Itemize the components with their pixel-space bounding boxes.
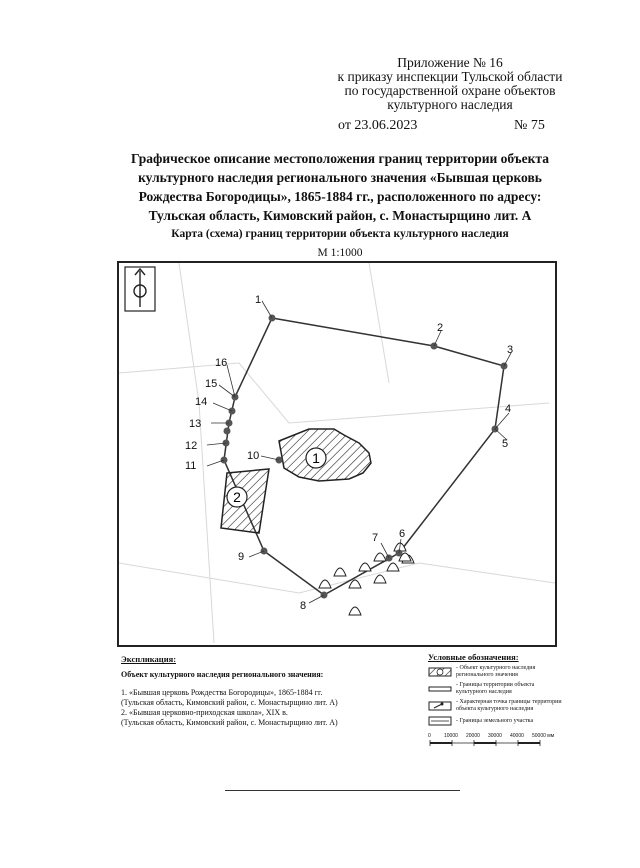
- hatched-object-icon: [428, 667, 452, 677]
- point-label: 2: [437, 322, 444, 334]
- order-date: от 23.06.2023: [338, 118, 418, 133]
- legend-text: - Характерная точка границы территории объекта культурного наследия: [456, 699, 562, 712]
- explication-header: Экспликация:: [121, 654, 177, 664]
- point-label: 16: [215, 357, 228, 369]
- bottom-rule: [225, 790, 460, 791]
- explication-item: (Тульская область, Кимовский район, с. Монастырщино лит. А): [121, 718, 338, 727]
- legend-text: - Объект культурного наследия регионального значения: [456, 665, 536, 678]
- point-label: 13: [189, 418, 202, 430]
- object-number: 1: [312, 450, 320, 466]
- boundary-map: [117, 261, 557, 647]
- scale-tick: 10000: [444, 733, 458, 739]
- legend-item: [428, 716, 563, 726]
- legend-header: Условные обозначения:: [428, 652, 519, 662]
- point-label: 3: [507, 344, 514, 356]
- explication-item: (Тульская область, Кимовский район, с. Монастырщино лит. А): [121, 698, 338, 707]
- north-arrow-icon: [125, 267, 155, 311]
- scale-tick: 0: [428, 733, 431, 739]
- point-label: 8: [300, 600, 307, 612]
- appendix-line: к приказу инспекции Тульской области: [337, 69, 563, 84]
- appendix-block: [300, 56, 600, 112]
- explication-block: [121, 654, 401, 728]
- object-marker-2: [227, 487, 247, 507]
- object-number: 2: [233, 489, 241, 505]
- legend-item: [428, 699, 563, 713]
- point-label: 1: [255, 294, 262, 306]
- explication-subtitle: Объект культурного наследия регионального значения:: [121, 670, 324, 679]
- title-line: Графическое описание местоположения границ территории объекта: [131, 151, 549, 166]
- title-line: Тульская область, Кимовский район, с. Монастырщино лит. А: [148, 208, 532, 223]
- point-label: 12: [185, 440, 198, 452]
- order-number: № 75: [514, 118, 545, 133]
- scale-tick: 40000: [510, 733, 524, 739]
- legend-item: [428, 682, 563, 696]
- appendix-line: культурного наследия: [387, 97, 513, 112]
- map-scale: М 1:1000: [317, 247, 363, 259]
- scale-tick: 30000: [488, 733, 502, 739]
- explication-item: 1. «Бывшая церковь Рождества Богородицы», 1865-1884 гг.: [121, 688, 323, 697]
- map-caption: Карта (схема) границ территории объекта культурного наследия: [171, 228, 509, 240]
- title-line: культурного наследия регионального значения «Бывшая церковь: [138, 170, 542, 185]
- document-title: [60, 149, 620, 225]
- point-label: 9: [238, 551, 245, 563]
- object-marker-1: [306, 448, 326, 468]
- point-label: 10: [247, 450, 260, 462]
- boundary-point: [224, 428, 231, 435]
- point-label: 7: [372, 532, 379, 544]
- boundary-line-icon: [428, 684, 452, 694]
- legend-block: [428, 654, 563, 758]
- scale-bar: [428, 729, 563, 755]
- appendix-line: по государственной охране объектов: [344, 83, 556, 98]
- point-label: 15: [205, 378, 218, 390]
- point-label: 4: [505, 403, 512, 415]
- point-label: 6: [399, 528, 406, 540]
- legend-text: - Границы территории объекта культурного наследия: [456, 682, 535, 695]
- land-plot-icon: [428, 716, 452, 726]
- map-drawing: [119, 263, 555, 645]
- point-label: 11: [185, 460, 197, 472]
- scale-tick: 50000 мм: [532, 733, 555, 739]
- boundary-point-icon: [428, 701, 452, 711]
- legend-text: - Границы земельного участка: [456, 717, 534, 724]
- scale-tick: 20000: [466, 733, 480, 739]
- legend-item: [428, 665, 563, 679]
- appendix-line: Приложение № 16: [397, 55, 503, 70]
- explication-item: 2. «Бывшая церковно-приходская школа», XIX в.: [121, 708, 288, 717]
- title-line: Рождества Богородицы», 1865-1884 гг., расположенного по адресу:: [138, 189, 542, 204]
- point-label: 5: [502, 438, 509, 450]
- point-label: 14: [195, 396, 208, 408]
